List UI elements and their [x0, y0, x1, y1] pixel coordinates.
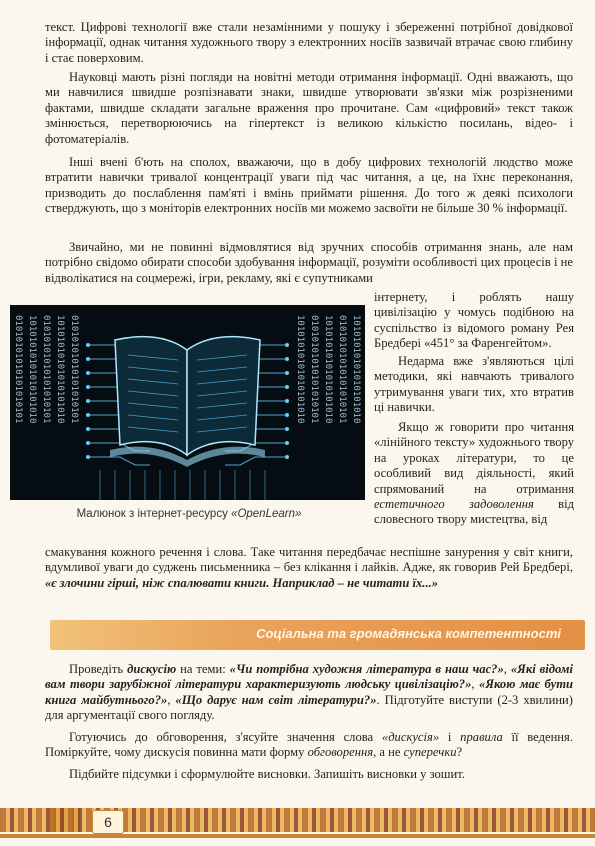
linear-text-tail: від словесного твору мистецтва, від — [374, 497, 574, 527]
linear-text-main: Якщо ж говорити про читання «лінійного тексту» художнього твору на уроках літератури, то це особливий вид діяльності, який спрямований на отримання — [374, 420, 574, 496]
task2-and: і — [447, 730, 452, 744]
paragraph-linear-text — [374, 420, 574, 528]
task2-word-discussion-form: обговорення — [307, 745, 374, 760]
circuit-node — [86, 413, 90, 417]
circuit-node — [86, 399, 90, 403]
binary-column: 10101010101010101010 — [351, 315, 361, 424]
figure-caption — [14, 507, 364, 521]
task2-end: ? — [456, 745, 463, 760]
task2-word-discussion: «дискусія» — [381, 730, 440, 744]
savoring-text: смакування кожного речення і слова. Таке читання передбачає неспішне занурення у світ книги, вдумливої уваги до суджень письменника – без клікання і лайків. Адже, як говорив Рей Бредбері, — [45, 545, 573, 575]
circuit-node — [285, 357, 289, 361]
figure-digital-book — [10, 305, 365, 500]
paragraph-conclusion-start: Звичайно, ми не повинні відмовлятися від зручних способів отримання знань, але нам потрібно свідомо обирати способи здобування інформації, розуміти особливості цих процесів і не відволікатися на соцмережі, ігри, рекламу, які є супутниками — [45, 240, 573, 285]
circuit-node — [285, 427, 289, 431]
circuit-node — [86, 357, 90, 361]
footer-line — [0, 834, 595, 838]
circuit-node — [86, 455, 90, 459]
aesthetic-pleasure: естетичного задоволення — [374, 497, 534, 512]
circuit-node — [285, 385, 289, 389]
task2-not: , а не — [373, 745, 401, 760]
task-summary: Підбийте підсумки і сформулюйте висновки. Запишіть висновки у зошит. — [69, 767, 465, 781]
caption-text: Малюнок з інтернет-ресурсу — [76, 508, 228, 520]
paragraph-methods: Недарма вже з'являються цілі методики, які навчають тривалого утримування уваги тих, хто втратив ці навички. — [374, 354, 574, 415]
task1-tail: Підготуйте виступи (2-3 хвилини) для аргументації свого погляду. — [45, 692, 573, 723]
paragraph-warning: Інші вчені б'ють на сполох, вважаючи, що в добу цифрових технологій людство може втратити навички тривалої концентрації уваги під час читання, а це, на їхнє переконання, призводить до послаблення пам'яті і вмінь приймати рішення. До того ж деякі психологи стверджують, що з моніторів електронних носіїв ми можемо засвоїти не більше 30 % інформації. — [45, 155, 573, 216]
binary-column: 10101010101010101010 — [55, 315, 65, 424]
task2-mid: її ведення. Поміркуйте, чому дискусія повинна мати форму — [45, 730, 573, 760]
binary-column: 10101010101010101010 — [323, 315, 333, 424]
circuit-node — [86, 371, 90, 375]
task1-question-2: «Які відомі вам твори зарубіжної літератури характеризують людську цивілізацію?» — [45, 662, 573, 692]
caption-source: «OpenLearn» — [231, 508, 302, 520]
circuit-node — [285, 441, 289, 445]
binary-column: 01010101010101010101 — [69, 315, 79, 424]
banner-title: Соціальна та громадянська компетентності — [256, 626, 561, 641]
page-number: 6 — [92, 810, 124, 834]
paragraph-intro: текст. Цифрові технології вже стали незамінними у пошуку і збереженні потрібної довідкової інформації, однак читання художнього твору з електронних носіїв зазвичай втрачає свою глибину і стає поверховим. — [45, 20, 573, 65]
task1-word: дискусію — [127, 662, 177, 676]
competence-banner — [50, 620, 585, 650]
task2-word-argument: суперечки — [403, 745, 457, 760]
circuit-line — [88, 457, 150, 465]
binary-column: 01010101010101010101 — [337, 315, 347, 424]
circuit-node — [285, 371, 289, 375]
footer-ornament — [50, 808, 595, 832]
binary-column: 10101010101010101010 — [295, 315, 305, 424]
circuit-node — [285, 455, 289, 459]
circuit-node — [86, 343, 90, 347]
task-prepare — [45, 730, 573, 761]
binary-column: 10101010101010101010 — [27, 315, 37, 424]
binary-column: 01010101010101010101 — [309, 315, 319, 424]
task1-question-3: «Якою має бути книга майбутнього?» — [45, 677, 573, 707]
circuit-node — [86, 441, 90, 445]
binary-column: 01010101010101010101 — [41, 315, 51, 424]
circuit-node — [285, 399, 289, 403]
paragraph-internet: інтернету, і роблять нашу цивілізацію у чомусь подібною на суспільство із відомого роману Рея Бредбері «451° за Фаренгейтом». — [374, 290, 574, 351]
circuit-node — [285, 413, 289, 417]
task1-mid: на теми: — [180, 662, 226, 676]
task2-lead: Готуючись до обговорення, з'ясуйте значення слова — [69, 730, 374, 744]
paragraph-savoring — [45, 545, 573, 591]
paragraph-scientists: Науковці мають різні погляди на новітні методи отримання інформації. Одні вважають, що ми навчилися швидше розпізнавати знаки, швидше утворювати зв'язки між розрізненими фактами, швидше складати загальне враження про прочитане. Сам «цифровий» текст також змінюється, перетворюючись на гіпертекст із великою кількістю посилань, відео- і фотоматеріалів. — [45, 70, 573, 146]
bradbury-quote: «є злочини гірші, ніж спалювати книги. Наприклад – не читати їх...» — [45, 575, 439, 590]
task1-question-1: «Чи потрібна художня література в наш час?» — [229, 662, 504, 676]
task2-word-rules: правила — [460, 730, 503, 744]
digital-book-illustration — [10, 305, 365, 500]
binary-column: 01010101010101010101 — [13, 315, 23, 424]
circuit-node — [285, 343, 289, 347]
circuit-node — [86, 427, 90, 431]
circuit-node — [86, 385, 90, 389]
circuit-line — [225, 457, 287, 465]
task1-lead: Проведіть — [69, 662, 124, 676]
task1-question-4: «Що дарує нам світ літератури?» — [175, 692, 377, 707]
task-discussion: Проведіть дискусію на теми: «Чи потрібна художня література в наш час?», «Які відомі вам твори зарубіжної літератури характеризують людську цивілізацію?», «Якою має бути книга майбутнього?», «Що дарує нам світ літератури?». Підготуйте виступи (2-3 хвилини) для аргументації свого погляду. — [45, 662, 573, 723]
